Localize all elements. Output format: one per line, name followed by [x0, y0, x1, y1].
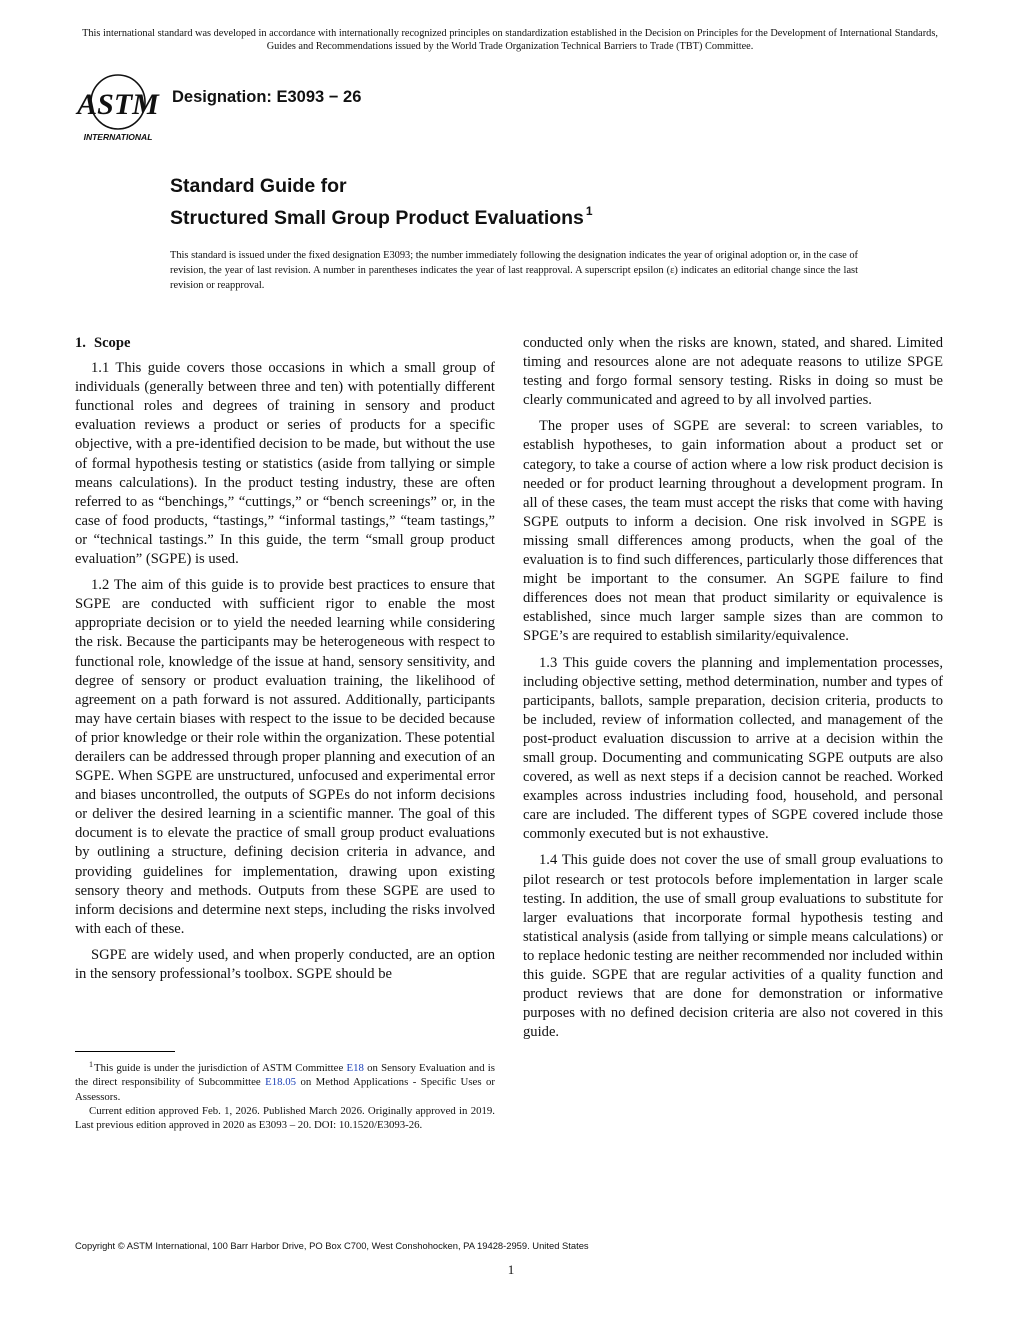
paragraph-1-1: 1.1 This guide covers those occasions in which a small group of individuals (generally between three and ten) with potentially different functional roles and degrees of training in sensory and product evaluation reviews a product or series of products for a specific objective, with a pre-identified decision to be made, but without the use of formal hypothesis testing or statistics (aside from tallying or simple means calculations). In the product testing industry, these are often referred to as “benchings,” “cuttings,” or “bench screenings” or, in the case of food products, “tastings,” “informal tastings,” “team tastings,” or “technical tastings.” In this guide, the term “small group product evaluation” (SGPE) is used. — [75, 360, 495, 568]
paragraph-1-2: 1.2 The aim of this guide is to provide best practices to ensure that SGPE are conducted with sufficient rigor to enable the most appropriate decision or to yield the needed learning while considering the risk. Because the participants may be heterogeneous with respect to functional role, knowledge of the issue at hand, sensory sensitivity, and degree of sensory or product evaluation training, the likelihood of agreement on a path forward is not assured. Additionally, participants may have certain biases with respect to the issue to be decided because of prior knowledge or their role within the organization. These potential derailers can be addressed through proper planning and execution of an SGPE. When SGPE are unstructured, unfocused and experimental error and biases uncontrolled, the outputs of SGPEs do not inform decisions or deliver the desired learning in a scientific manner. The goal of this document is to elevate the practice of small group product evaluations by outlining a structure, defining decision criteria in advance, and providing guidelines for implementation, drawing upon existing sensory theory and methods. Outputs from these SGPE are used to inform decisions and determine next steps, including the risks involved with each of these. — [75, 577, 495, 937]
paragraph-1-4: 1.4 This guide does not cover the use of small group evaluations to pilot research or test protocols before implementation in larger scale testing. In addition, the use of small group evaluations to substitute for larger evaluations that incorporate formal hypothesis testing and statistical analysis (aside from tallying or simple means calculations) or to replace hedonic testing are neither recommended nor included within this guide. SGPE that are regular activities of a quality function and product reviews that are done for demonstration or informative purposes with no defined decision criteria are also not covered in this guide. — [523, 852, 943, 1041]
footnote-1-number: 1 — [89, 1060, 93, 1069]
title-footnote-ref[interactable]: 1 — [585, 204, 593, 218]
title-line-2 — [170, 199, 593, 231]
committee-e18-link[interactable]: E18 — [346, 1062, 364, 1074]
left-column — [75, 334, 495, 984]
subcommittee-e18-05-link[interactable]: E18.05 — [265, 1076, 296, 1089]
page-number: 1 — [507, 1262, 515, 1277]
footnote-1-text-b: on Sensory Evaluation and is the direct responsibility of Subcommittee — [75, 1062, 496, 1089]
paragraph-proper-uses: The proper uses of SGPE are several: to screen variables, to establish hypotheses, to gain information about a product set or category, to take a course of action where a low risk product decision is needed or for product learning throughout a development program. In all of these cases, the team must accept the risks that come with having SGPE outputs to inform a decision. One risk involved in SGPE is missing small differences among products, when the goal of the evaluation is to find such differences, particularly those differences that might be important to the consumer. An SGPE failure to find differences does not mean that product similarity or equivalence is established, since much larger sample sizes than are common to SPGE’s are required to establish similarity/equivalence. — [523, 418, 943, 645]
footnote-edition: Current edition approved Feb. 1, 2026. Published March 2026. Originally approved in 2019. Last previous edition approved in 2020 as E3093 – 20. DOI: 10.1520/E3093-26. — [75, 1104, 495, 1132]
wto-notice: This international standard was developed in accordance with internationally recognized principles on standardization established in the Decision on Principles for the Development of International Standards, Guides and Recommendations issued by the World Trade Organization Technical Barriers to Trade (TBT) Committee. — [82, 28, 938, 52]
right-column — [523, 334, 943, 1049]
issuance-statement: This standard is issued under the fixed designation E3093; the number immediately following the designation indicates the year of original adoption or, in the case of revision, the year of last revision. A number in parentheses indicates the year of last reapproval. A superscript epsilon (ε) indicates an editorial change since the last revision or reapproval. — [170, 250, 858, 291]
footnote-1-text-a: This guide is under the jurisdiction of ASTM Committee — [94, 1062, 344, 1074]
section-number: 1. — [75, 335, 86, 351]
designation: Designation: E3093 − 26 — [172, 88, 362, 106]
footnote-divider — [75, 1051, 175, 1052]
paragraph-continued: conducted only when the risks are known, stated, and shared. Limited timing and resources alone are not adequate reasons to utilize SPGE testing and forgo formal sensory testing. Risks in doing so must be clearly communicated and agreed to by all involved parties. — [523, 335, 943, 409]
footnotes — [75, 1058, 495, 1132]
footnote-1 — [75, 1058, 495, 1104]
title-line-1: Standard Guide for — [170, 175, 347, 197]
document-title — [170, 174, 593, 231]
footnote-1-text-c: on Method Applications - Specific Uses or Assessors. — [75, 1076, 495, 1103]
astm-logo-icon — [72, 72, 164, 144]
title-main: Structured Small Group Product Evaluations — [170, 207, 584, 229]
section-title: Scope — [93, 335, 131, 351]
copyright-notice: Copyright © ASTM International, 100 Barr Harbor Drive, PO Box C700, West Conshohocken, PA 19428-2959. United States — [75, 1240, 589, 1251]
logo-letters: ASTM — [77, 88, 159, 121]
paragraph-1-3: 1.3 This guide covers the planning and implementation processes, including objective setting, method determination, number and types of participants, ballots, sample preparation, decision criteria, products to be included, review of information collected, and management of the post-product evaluation discussion to arrive at a decision within the small group. Documenting and communicating SGPE outputs are also covered, as well as next steps if a decision cannot be reached. Worked examples across industries including food, household, and personal care are included. The different types of SGPE covered include those commonly executed but is not exhaustive. — [523, 654, 943, 843]
section-heading-scope — [75, 334, 495, 353]
paragraph-sgpe-usage: SGPE are widely used, and when properly conducted, are an option in the sensory professional’s toolbox. SGPE should be — [75, 946, 495, 982]
logo-subtext: INTERNATIONAL — [83, 132, 153, 142]
